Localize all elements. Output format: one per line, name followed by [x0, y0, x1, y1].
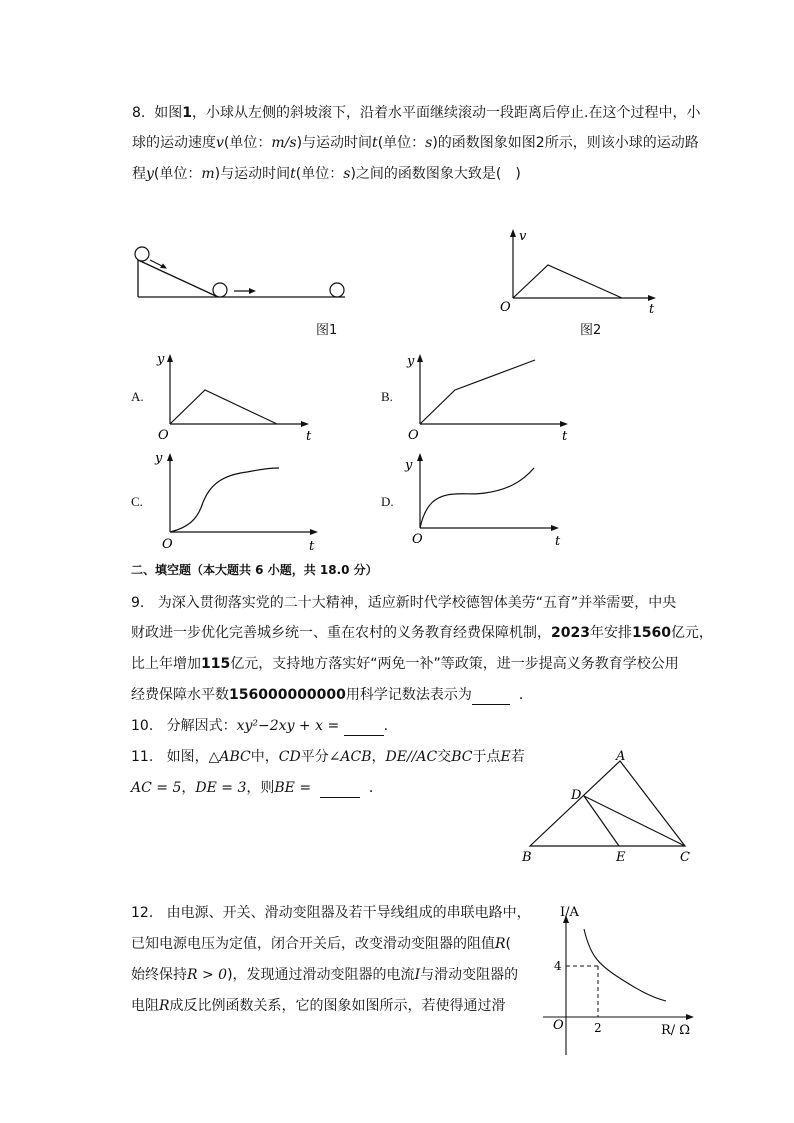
fig2-origin-label: O [500, 300, 511, 315]
segment-de [584, 796, 619, 846]
point-b-label: B [522, 850, 532, 865]
option-a-label: A. [131, 389, 144, 404]
point-e-label: E [616, 850, 626, 865]
option-c-curve [170, 468, 279, 532]
q10-line: 10. 分解因式：xy²−2xy + x = . [131, 718, 389, 734]
graph-origin-label: O [553, 1018, 564, 1033]
option-d-curve [420, 468, 534, 528]
q12-line-1: 12. 由电源、开关、滑动变阻器及若干导线组成的串联电路中， [131, 905, 531, 921]
option-a-t-label: t [306, 429, 312, 444]
point-d-label: D [571, 788, 582, 803]
q11-answer-blank[interactable] [320, 779, 360, 798]
option-a-curve [170, 390, 277, 424]
fig2-caption: 图2 [580, 323, 602, 338]
slope-line [138, 260, 218, 297]
q9-line-2: 财政进一步优化完善城乡统一、重在农村的义务教育经费保障机制，2023年安排1560亿元， [131, 625, 713, 641]
q8-line-1: 8. 如图1，小球从左侧的斜坡滚下，沿着水平面继续滚动一段距离后停止.在这个过程中，小 [132, 105, 701, 121]
q12-line-4: 电阻R成反比例函数关系，它的图象如图所示，若使得通过滑 [131, 998, 506, 1014]
q9-answer-blank[interactable] [472, 686, 510, 705]
fig2-v-label: v [519, 229, 527, 244]
option-d-graph [402, 450, 577, 555]
arrow-right-icon [234, 288, 256, 294]
option-d-t-label: t [555, 534, 561, 549]
q8-line-3: 程y(单位：m)与运动时间t(单位：s)之间的函数图象大致是( ) [132, 166, 521, 182]
current-resistance-graph [540, 900, 700, 1060]
point-a-label: A [616, 749, 626, 764]
q9-line-1: 9. 为深入贯彻落实党的二十大精神，适应新时代学校德智体美劳“五育”并举需要，中央 [131, 595, 677, 611]
option-b-origin-label: O [408, 428, 419, 443]
graph-tick-4: 4 [554, 959, 562, 973]
triangle-abc [530, 761, 685, 846]
q11-line-2: AC = 5，DE = 3，则BE = ． [131, 780, 383, 796]
ball-middle [213, 283, 227, 297]
figure-2 [496, 226, 666, 321]
fig1-caption: 图1 [316, 323, 338, 338]
inverse-curve [584, 929, 666, 1001]
option-b-curve [420, 360, 535, 424]
ball-top [135, 247, 149, 261]
q8-line-2: 球的运动速度v(单位：m/s)与运动时间t(单位：s)的函数图象如图2所示，则该小球的运动路 [132, 135, 699, 151]
option-b-t-label: t [562, 429, 568, 444]
graph-y-label: I/A [560, 905, 579, 920]
triangle-figure [515, 748, 700, 868]
option-c-label: C. [131, 494, 143, 509]
graph-tick-2: 2 [594, 1021, 602, 1035]
q9-line-3: 比上年增加115亿元，支持地方落实好“两免一补”等政策，进一步提高义务教育学校公用 [131, 656, 679, 672]
velocity-line [513, 265, 622, 298]
q10-answer-blank[interactable] [344, 717, 384, 736]
point-c-label: C [680, 850, 690, 865]
graph-x-label: R/ Ω [661, 1023, 691, 1038]
q9-line-4: 经费保障水平数156000000000用科学记数法表示为 ． [131, 687, 533, 703]
q12-line-2: 已知电源电压为定值，闭合开关后，改变滑动变阻器的阻值R( [131, 936, 512, 952]
option-c-graph [152, 450, 327, 555]
option-b-graph [402, 351, 577, 446]
option-c-t-label: t [309, 539, 315, 554]
option-a-origin-label: O [158, 428, 169, 443]
segment-cd [584, 796, 685, 846]
option-a-graph [152, 351, 317, 446]
ball-end [330, 283, 344, 297]
q12-line-3: 始终保持R > 0)，发现通过滑动变阻器的电流I与滑动变阻器的 [131, 967, 519, 983]
option-a-y-label: y [157, 352, 165, 367]
option-d-origin-label: O [412, 532, 423, 547]
section-title: 二、填空题（本大题共 6 小题，共 18.0 分） [131, 563, 378, 577]
option-b-y-label: y [407, 354, 415, 369]
option-d-y-label: y [405, 458, 413, 473]
option-c-origin-label: O [162, 537, 173, 552]
q11-line-1: 11. 如图，△ABC中，CD平分∠ACB，DE//AC交BC于点E若 [131, 749, 525, 765]
option-c-y-label: y [155, 451, 163, 466]
option-d-label: D. [381, 494, 394, 509]
option-b-label: B. [381, 389, 393, 404]
fig2-t-label: t [649, 302, 655, 317]
